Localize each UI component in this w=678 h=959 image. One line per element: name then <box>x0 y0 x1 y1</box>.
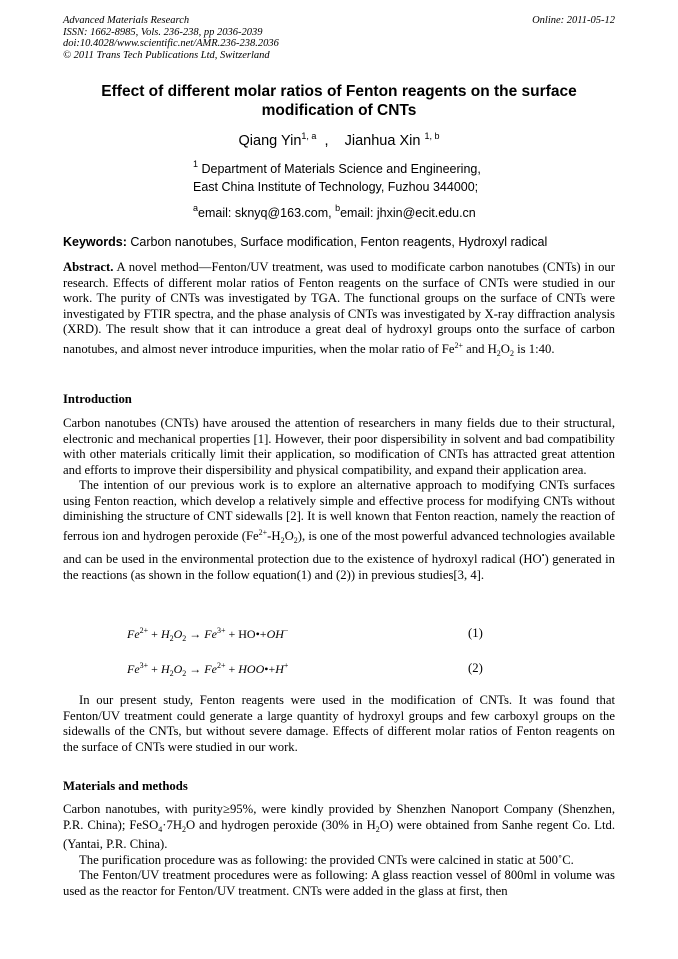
intro-p2: The intention of our previous work is to explore an alternative approach to modifying CNTs surfaces using Fenton reaction, which develop a relatively simple and effective process for modifying CNTs without diminishing the structure of CNT sidewalls [2]. It is well known that Fenton reaction, namely the reaction of ferrous ion and hydrogen peroxide $(Fe^{2+}-H_2O_2)$, is one of the most powerful advanced technologies available and can be used in the environmental protection due to the existence of hydroxyl radical (HO•) generated in the reactions (as shown in the follow equation(1) and (2)) in previous studies[3, 4]. <box>63 478 615 582</box>
journal-header <box>63 15 615 61</box>
journal-name: Advanced Materials Research <box>63 15 190 26</box>
intro-paragraphs <box>63 416 615 583</box>
author-1: Qiang Yin <box>238 133 302 149</box>
keywords-label: Keywords: <box>63 235 127 249</box>
author-2: Jianhua Xin <box>344 133 421 149</box>
affiliation-inst: East China Institute of Technology, Fuzhou 344000; <box>193 180 479 194</box>
affiliation-dept: $^1$ Department of Materials Science and Engineering, <box>193 159 481 176</box>
author-1-affil: 1, a <box>301 131 317 141</box>
online-date: Online: 2011-05-12 <box>532 15 615 26</box>
journal-issn: ISSN: 1662-8985, Vols. 236-238, pp 2036-2039 <box>63 26 263 38</box>
email-a: email: sknyq@163.com, <box>198 206 332 220</box>
equation-1: $Fe^{2+} + H_2O_2 \to Fe^{3+}$ + HO•+OH− <box>127 626 289 643</box>
methods-p2: The purification procedure was as following: the provided CNTs were calcined in static at 500˚C. <box>79 852 574 867</box>
intro-p3-block <box>63 693 615 755</box>
affiliation-emails: $^a$email: sknyq@163.com, $^b$email: jhxin@ecit.edu.cn <box>193 203 476 220</box>
methods-p1: Carbon nanotubes, with purity≥95%, were kindly provided by Shenzhen Nanoport Company (Shenzhen, P.R. China); $FeSO_4\cdot 7H_2O$ and hydrogen peroxide (30% in $H_2O$) were obtained from Sanhe regent Co. Ltd. (Yantai, P.R. China). <box>63 802 615 851</box>
section-methods-heading: Materials and methods <box>63 779 188 793</box>
email-b: email: jhxin@ecit.edu.cn <box>340 206 476 220</box>
methods-p3: The Fenton/UV treatment procedures were as following: A glass reaction vessel of 800ml in volume was used as the reactor for Fenton/UV treatment. CNTs were added in the glass at first, then <box>63 868 615 898</box>
journal-doi: doi:10.4028/www.scientific.net/AMR.236-238.2036 <box>63 38 279 49</box>
methods-paragraphs <box>63 802 615 899</box>
intro-p1: Carbon nanotubes (CNTs) have aroused the attention of researchers in many fields due to their structural, electronic and mechanical properties [1]. However, their poor dispersibility in solvent and bad compatibility with other materials critically limit their application, so modification of CNTs has attracted great attention and efforts to improve their dispersibility and physical compatibility, and expand their application area. <box>63 416 615 477</box>
keywords <box>63 235 615 249</box>
section-introduction-heading: Introduction <box>63 392 132 406</box>
equation-2-number: (2) <box>468 661 483 675</box>
authors: Qiang Yin$^{1, a}$ , Jianhua Xin $^{1, b}$ <box>238 131 440 149</box>
equation-2: $Fe^{3+} + H_2O_2 \to Fe^{2+}$ + HOO•+H+ <box>127 661 289 678</box>
keywords-text: Carbon nanotubes, Surface modification, Fenton reagents, Hydroxyl radical <box>130 235 548 249</box>
author-2-affil: 1, b <box>424 131 440 141</box>
abstract: Abstract. A novel method—Fenton/UV treatment, was used to modificate carbon nanotubes (CNTs) in our research. Effects of different molar ratios of Fenton reagents on the surface of CNTs were studied in our work. The purity of CNTs was investigated by TGA. The functional groups on the surface of CNTs were investigated by FTIR spectra, and the phase analysis of CNTs was investigated by X-ray diffraction analysis (XRD). The result show that it can introduce a great deal of hydroxyl groups onto the surface of carbon nanotubes, and almost never introduce impurities, when the molar ratio of $Fe^{2+}$ and $H_2O_2$ is 1:40. <box>63 260 615 358</box>
intro-p3: In our present study, Fenton reagents were used in the modification of CNTs. It was found that Fenton/UV treatment could generate a large quantity of hydroxyl groups and few carboxyl groups on the sidewalls of the CNTs, but without severe damage. Effects of different molar ratios of Fenton reagents on the surface of CNTs were studied in our work. <box>63 693 615 754</box>
paper-title: Effect of different molar ratios of Fenton reagents on the surface modification of CNTs <box>101 83 577 119</box>
journal-copyright: © 2011 Trans Tech Publications Ltd, Switzerland <box>63 49 270 61</box>
abstract-label: Abstract. <box>63 260 114 274</box>
equation-1-number: (1) <box>468 626 483 640</box>
